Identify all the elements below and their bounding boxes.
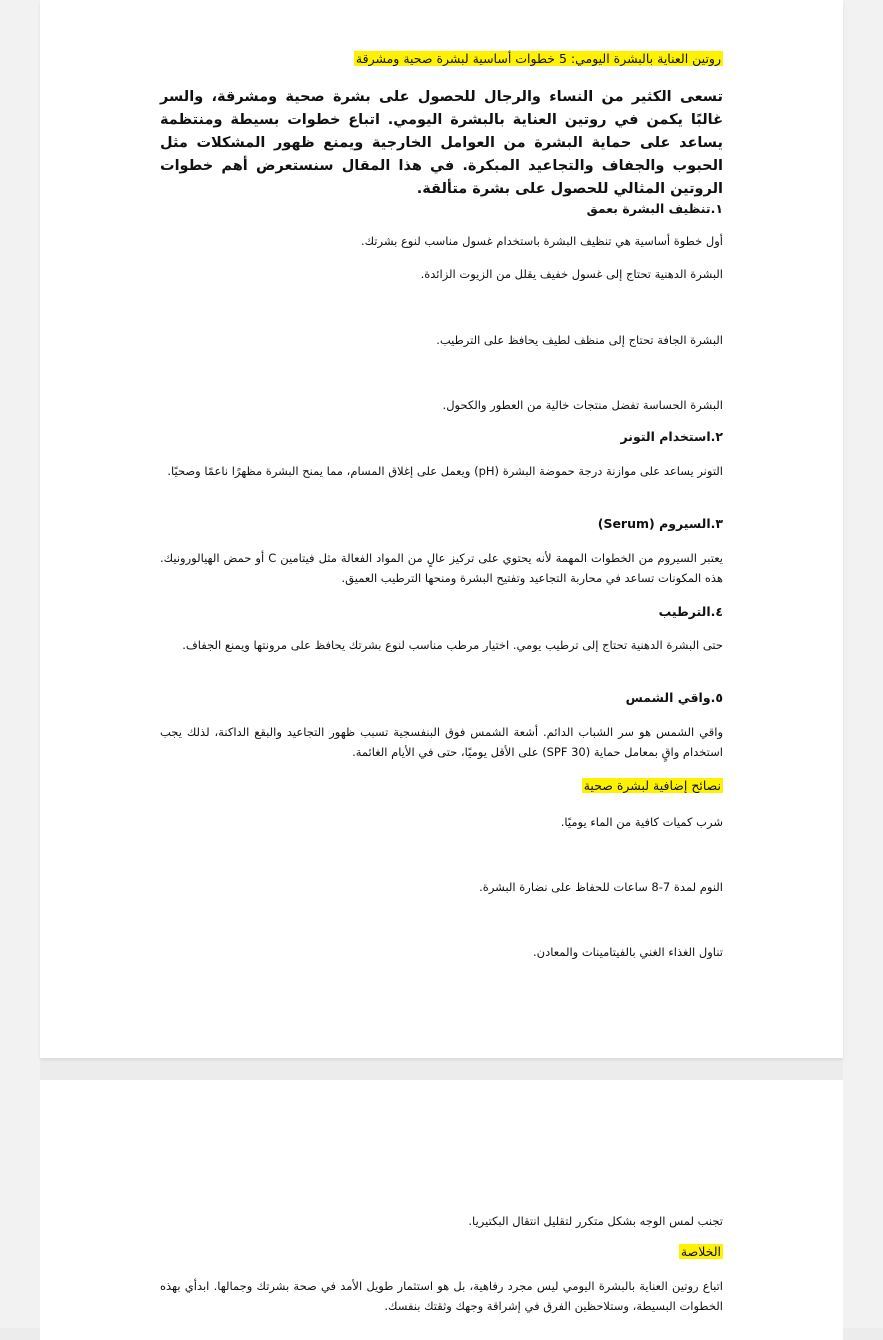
conclusion-heading bbox=[160, 1244, 723, 1259]
sensitive-skin-note: البشرة الحساسة تفضل منتجات خالية من العطور والكحول. bbox=[442, 398, 723, 412]
serum-paragraph: يعتبر السيروم من الخطوات المهمة لأنه يحتوي على تركيز عالٍ من المواد الفعالة مثل فيتامين C أو حمض الهيالورونيك. هذه المكونات تساعد في محاربة التجاعيد وتفتيح البشرة ومنحها الترطيب العميق. bbox=[160, 551, 723, 585]
section-heading-toner: ٢.استخدام التونر bbox=[620, 429, 723, 444]
tip-item: تناول الغذاء الغني بالفيتامينات والمعادن. bbox=[533, 945, 723, 959]
tips-heading bbox=[160, 778, 723, 793]
section-heading-cleansing: ١.تنظيف البشرة بعمق bbox=[586, 201, 723, 216]
tip-item: النوم لمدة 7-8 ساعات للحفاظ على نضارة البشرة. bbox=[479, 880, 723, 894]
tip-item: شرب كميات كافية من الماء يوميًا. bbox=[560, 815, 723, 829]
viewer-margin-left bbox=[0, 0, 40, 1328]
dry-skin-note: البشرة الجافة تحتاج إلى منظف لطيف يحافظ على الترطيب. bbox=[436, 333, 723, 347]
section-heading-moisturizing: ٤.الترطيب bbox=[658, 604, 723, 619]
document-page-2 bbox=[40, 1080, 843, 1340]
tip-item: تجنب لمس الوجه بشكل متكرر لتقليل انتقال البكتيريا. bbox=[468, 1214, 723, 1228]
viewer-margin-right bbox=[843, 0, 883, 1328]
document-page-1 bbox=[40, 0, 843, 1058]
moisturizing-paragraph: حتى البشرة الدهنية تحتاج إلى ترطيب يومي. اختيار مرطب مناسب لنوع بشرتك يحافظ على مرونتها ويمنع الجفاف. bbox=[182, 638, 723, 652]
oily-skin-note: البشرة الدهنية تحتاج إلى غسول خفيف يقلل من الزيوت الزائدة. bbox=[420, 267, 723, 281]
intro-paragraph: تسعى الكثير من النساء والرجال للحصول على بشرة صحية ومشرقة، والسر غالبًا يكمن في روتين العناية بالبشرة اليومي. اتباع خطوات بسيطة ومنتظمة يساعد على حماية البشرة من العوامل الخارجية ويمنع ظهور المشكلات مثل الحبوب والجفاف والتجاعيد المبكرة. في هذا المقال سنستعرض أهم خطوات الروتين المثالي للحصول على بشرة متألقة. bbox=[160, 89, 723, 197]
article-title bbox=[160, 51, 723, 66]
sunscreen-paragraph: واقي الشمس هو سر الشباب الدائم. أشعة الشمس فوق البنفسجية تسبب ظهور التجاعيد والبقع الداكنة، لذلك يجب استخدام واقٍ بمعامل حماية (SPF 30) على الأقل يوميًا، حتى في الأيام الغائمة. bbox=[160, 725, 723, 759]
cleansing-paragraph: أول خطوة أساسية هي تنظيف البشرة باستخدام غسول مناسب لنوع بشرتك. bbox=[360, 234, 723, 248]
toner-paragraph: التونر يساعد على موازنة درجة حموضة البشرة (pH) ويعمل على إغلاق المسام، مما يمنح البشرة مظهرًا ناعمًا وصحيًا. bbox=[167, 464, 723, 478]
tips-heading-text: نصائح إضافية لبشرة صحية bbox=[583, 778, 721, 793]
conclusion-paragraph: اتباع روتين العناية بالبشرة اليومي ليس مجرد رفاهية، بل هو استثمار طويل الأمد في صحة بشرتك وجمالها. ابدأي بهذه الخطوات البسيطة، وستلاحظين الفرق في إشراقة وجهك وثقتك بنفسك. bbox=[160, 1279, 723, 1313]
section-heading-serum: ٣.السيروم (Serum) bbox=[597, 516, 723, 531]
article-title-text: روتين العناية بالبشرة اليومي: 5 خطوات أساسية لبشرة صحية ومشرقة bbox=[355, 51, 721, 66]
section-heading-sunscreen: ٥.واقي الشمس bbox=[625, 690, 723, 705]
conclusion-heading-text: الخلاصة bbox=[680, 1244, 721, 1259]
